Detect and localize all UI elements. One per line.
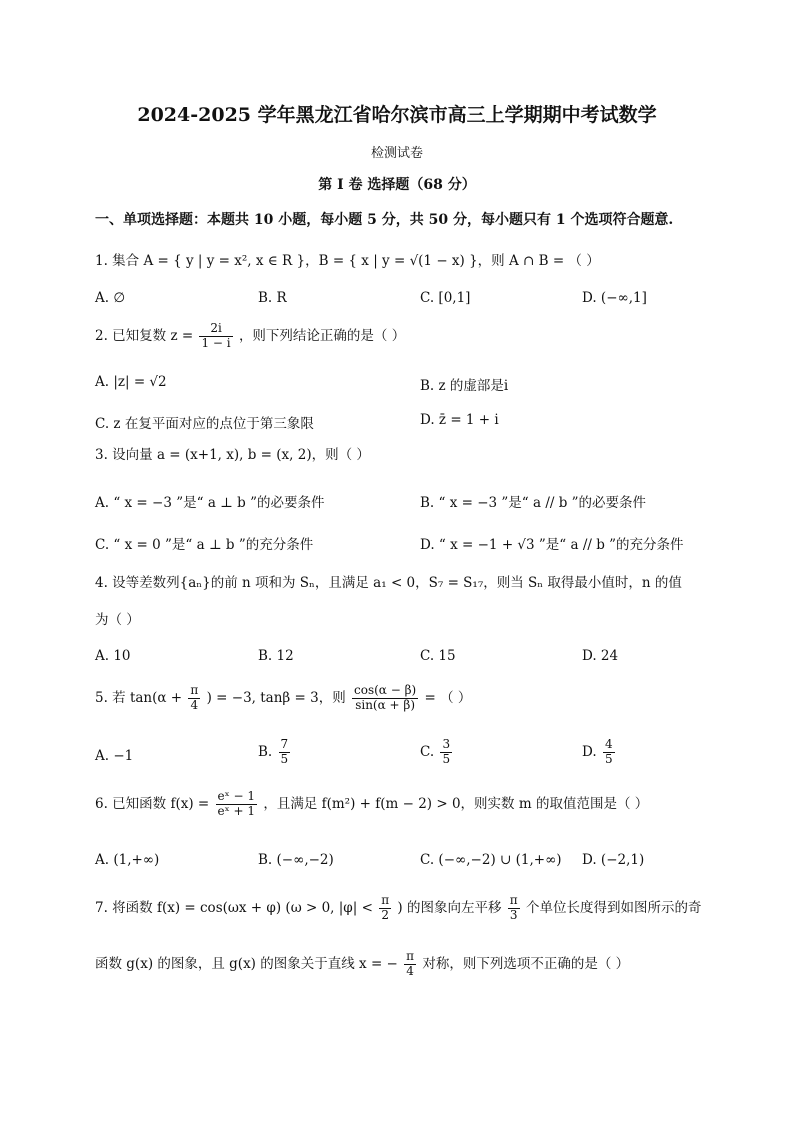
question-6-stem <box>95 790 648 819</box>
question-4-option-d: D. 24 <box>582 648 619 664</box>
question-3-option-a: A. “ x = −3 ”是“ a ⊥ b ”的必要条件 <box>95 495 325 511</box>
question-7-stem-line2 <box>95 950 629 979</box>
page-subtitle: 检测试卷 <box>370 146 423 161</box>
question-6-option-c: C. (−∞,−2) ∪ (1,+∞) <box>420 852 562 868</box>
question-7-condition-fraction <box>379 894 391 923</box>
question-4-option-a: A. 10 <box>95 648 131 664</box>
question-4-stem: 4. 设等差数列{aₙ}的前 n 项和为 Sₙ，且满足 a₁ < 0，S₇ = S₁₇，则当 Sₙ 取得最小值时，n 的值 <box>95 575 682 591</box>
question-5-stem-mid: ) = −3, tanβ = 3，则 <box>206 689 346 706</box>
question-7-line2-fraction <box>404 950 416 979</box>
question-6-option-b: B. (−∞,−2) <box>258 852 334 868</box>
question-2-option-b: B. z 的虚部是i <box>420 378 509 394</box>
fraction-denominator: 5 <box>604 751 613 766</box>
question-7-stem-pre: 7. 将函数 f(x) = cos(ωx + φ) <box>95 899 282 916</box>
question-6-fraction <box>216 790 258 819</box>
fraction-denominator: 4 <box>406 963 414 978</box>
question-3-stem: 3. 设向量 a = (x+1, x), b = (x, 2)，则（ ） <box>95 447 370 463</box>
question-3-option-c: C. “ x = 0 ”是“ a ⊥ b ”的充分条件 <box>95 537 314 553</box>
option-label: B. <box>258 743 273 760</box>
question-1-option-c: C. [0,1] <box>420 290 471 306</box>
question-5-stem-post: = （ ） <box>424 689 472 706</box>
option-fraction <box>603 738 615 767</box>
option-fraction <box>279 738 291 767</box>
question-5-option-a: A. −1 <box>95 748 134 764</box>
question-1-option-b: B. R <box>258 290 287 306</box>
fraction-numerator: π <box>509 893 518 907</box>
fraction-denominator: eˣ + 1 <box>217 803 256 818</box>
question-6-option-a: A. (1,+∞) <box>95 852 160 868</box>
fraction-denominator: 2 <box>381 907 389 922</box>
question-7-stem-post: 个单位长度得到如图所示的奇 <box>525 899 702 916</box>
fraction-denominator: 5 <box>280 751 289 766</box>
section-instructions: 一、单项选择题：本题共 10 小题，每小题 5 分，共 50 分，每小题只有 1 个选项符合题意. <box>95 212 674 228</box>
question-4-option-b: B. 12 <box>258 648 294 664</box>
question-5-stem <box>95 684 471 713</box>
question-2-stem <box>95 322 405 351</box>
question-2-option-c: C. z 在复平面对应的点位于第三象限 <box>95 416 314 432</box>
question-2-option-a: A. |z| = √2 <box>95 374 167 390</box>
option-label: C. <box>420 743 435 760</box>
question-7-stem-mid: 的图象向左平移 <box>406 899 502 916</box>
option-fraction <box>440 738 452 767</box>
question-7-shift-fraction <box>508 894 520 923</box>
question-2-stem-pre: 2. 已知复数 z = <box>95 327 194 344</box>
option-label: D. <box>582 743 597 760</box>
question-1-option-d: D. (−∞,1] <box>582 290 647 306</box>
question-7-line2-post: 对称，则下列选项不正确的是（ ） <box>422 955 630 972</box>
question-5-option-c <box>420 738 454 767</box>
question-5-stem-pre: 5. 若 tan(α + <box>95 689 183 706</box>
fraction-denominator: 4 <box>190 697 199 712</box>
page-title: 2024-2025 学年黑龙江省哈尔滨市高三上学期期中考试数学 <box>137 104 657 126</box>
question-1-stem: 1. 集合 A = { y | y = x², x ∈ R }，B = { x | y = √(1 − x) }，则 A ∩ B = （ ） <box>95 253 600 269</box>
question-1-option-a: A. ∅ <box>95 290 126 306</box>
fraction-numerator: 3 <box>442 737 451 751</box>
question-7-stem <box>95 894 701 923</box>
fraction-numerator: 2i <box>199 322 232 337</box>
question-7-condition-end: ) <box>397 899 403 916</box>
question-3-option-b: B. “ x = −3 ”是“ a // b ”的必要条件 <box>420 495 647 511</box>
question-7-line2-pre: 函数 g(x) 的图象，且 g(x) 的图象关于直线 x = − <box>95 955 398 972</box>
question-2-stem-post: ，则下列结论正确的是（ ） <box>238 327 406 344</box>
fraction-numerator: π <box>190 683 199 697</box>
question-5-fraction-2 <box>352 684 418 713</box>
fraction-numerator: 4 <box>604 737 613 751</box>
question-5-option-d <box>582 738 617 767</box>
fraction-numerator: π <box>406 949 415 963</box>
fraction-numerator: eˣ − 1 <box>217 789 256 803</box>
question-2-option-d: D. z̄ = 1 + i <box>420 412 499 428</box>
fraction-numerator: 7 <box>280 737 289 751</box>
fraction-denominator: 1 − i <box>201 335 231 350</box>
question-6-stem-post: ，且满足 f(m²) + f(m − 2) > 0，则实数 m 的取值范围是（ ） <box>263 795 649 812</box>
question-4-stem-line2: 为（ ） <box>95 612 140 628</box>
question-6-option-d: D. (−2,1) <box>582 852 645 868</box>
question-2-fraction <box>199 322 232 351</box>
fraction-numerator: cos(α − β) <box>354 683 417 697</box>
question-6-stem-pre: 6. 已知函数 f(x) = <box>95 795 210 812</box>
fraction-denominator: 5 <box>442 751 451 766</box>
question-5-fraction-1 <box>188 684 200 713</box>
question-4-option-c: C. 15 <box>420 648 456 664</box>
section-heading: 第 I 卷 选择题（68 分） <box>318 177 476 193</box>
question-5-option-b <box>258 738 292 767</box>
fraction-numerator: π <box>381 893 390 907</box>
fraction-denominator: sin(α + β) <box>355 697 416 712</box>
question-7-condition: (ω > 0, |φ| < <box>285 899 373 916</box>
question-3-option-d: D. “ x = −1 + √3 ”是“ a // b ”的充分条件 <box>420 537 684 553</box>
fraction-denominator: 3 <box>509 907 518 922</box>
